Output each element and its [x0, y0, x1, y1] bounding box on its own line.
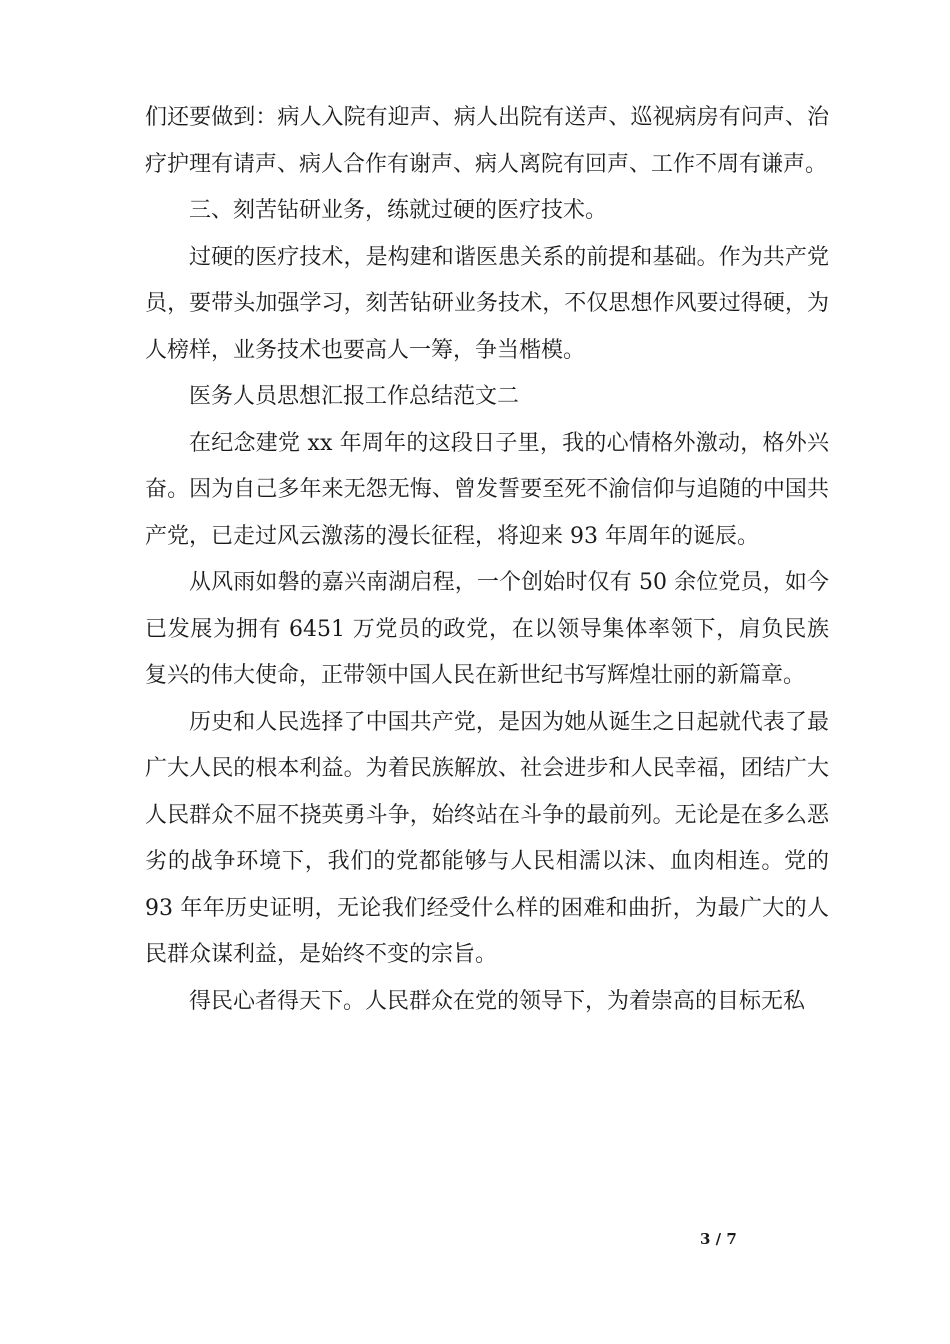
article-title-2: 医务人员思想汇报工作总结范文二: [189, 384, 520, 409]
section-heading-3: 三、刻苦钻研业务，练就过硬的医疗技术。: [189, 198, 608, 223]
document-body: [145, 95, 829, 1025]
paragraph-1: 们还要做到：病人入院有迎声、病人出院有送声、巡视病房有问声、治疗护理有请声、病人合作有谢声、病人离院有回声、工作不周有谦声。: [145, 105, 829, 177]
paragraph-7: 历史和人民选择了中国共产党，是因为她从诞生之日起就代表了最广大人民的根本利益。为着民族解放、社会进步和人民幸福，团结广大人民群众不屈不挠英勇斗争，始终站在斗争的最前列。无论是在多么恶劣的战争环境下，我们的党都能够与人民相濡以沫、血肉相连。党的 93 年年历史证明，无论我们经受什么样的困难和曲折，为最广大的人民群众谋利益，是始终不变的宗旨。: [145, 709, 829, 967]
page-number: 3 / 7: [700, 1230, 737, 1248]
paragraph-3: 过硬的医疗技术，是构建和谐医患关系的前提和基础。作为共产党员，要带头加强学习，刻苦钻研业务技术，不仅思想作风要过得硬，为人榜样，业务技术也要高人一筹，争当楷模。: [145, 244, 829, 363]
paragraph-6: 从风雨如磐的嘉兴南湖启程，一个创始时仅有 50 余位党员，如今已发展为拥有 6451 万党员的政党，在以领导集体率领下，肩负民族复兴的伟大使命，正带领中国人民在新世纪书写辉煌壮丽的新篇章。: [145, 570, 829, 688]
paragraph-5: 在纪念建党 xx 年周年的这段日子里，我的心情格外激动，格外兴奋。因为自己多年来无怨无悔、曾发誓要至死不渝信仰与追随的中国共产党，已走过风云激荡的漫长征程，将迎来 93 年周年的诞辰。: [145, 430, 829, 549]
paragraph-8: 得民心者得天下。人民群众在党的领导下，为着崇高的目标无私: [189, 988, 806, 1014]
